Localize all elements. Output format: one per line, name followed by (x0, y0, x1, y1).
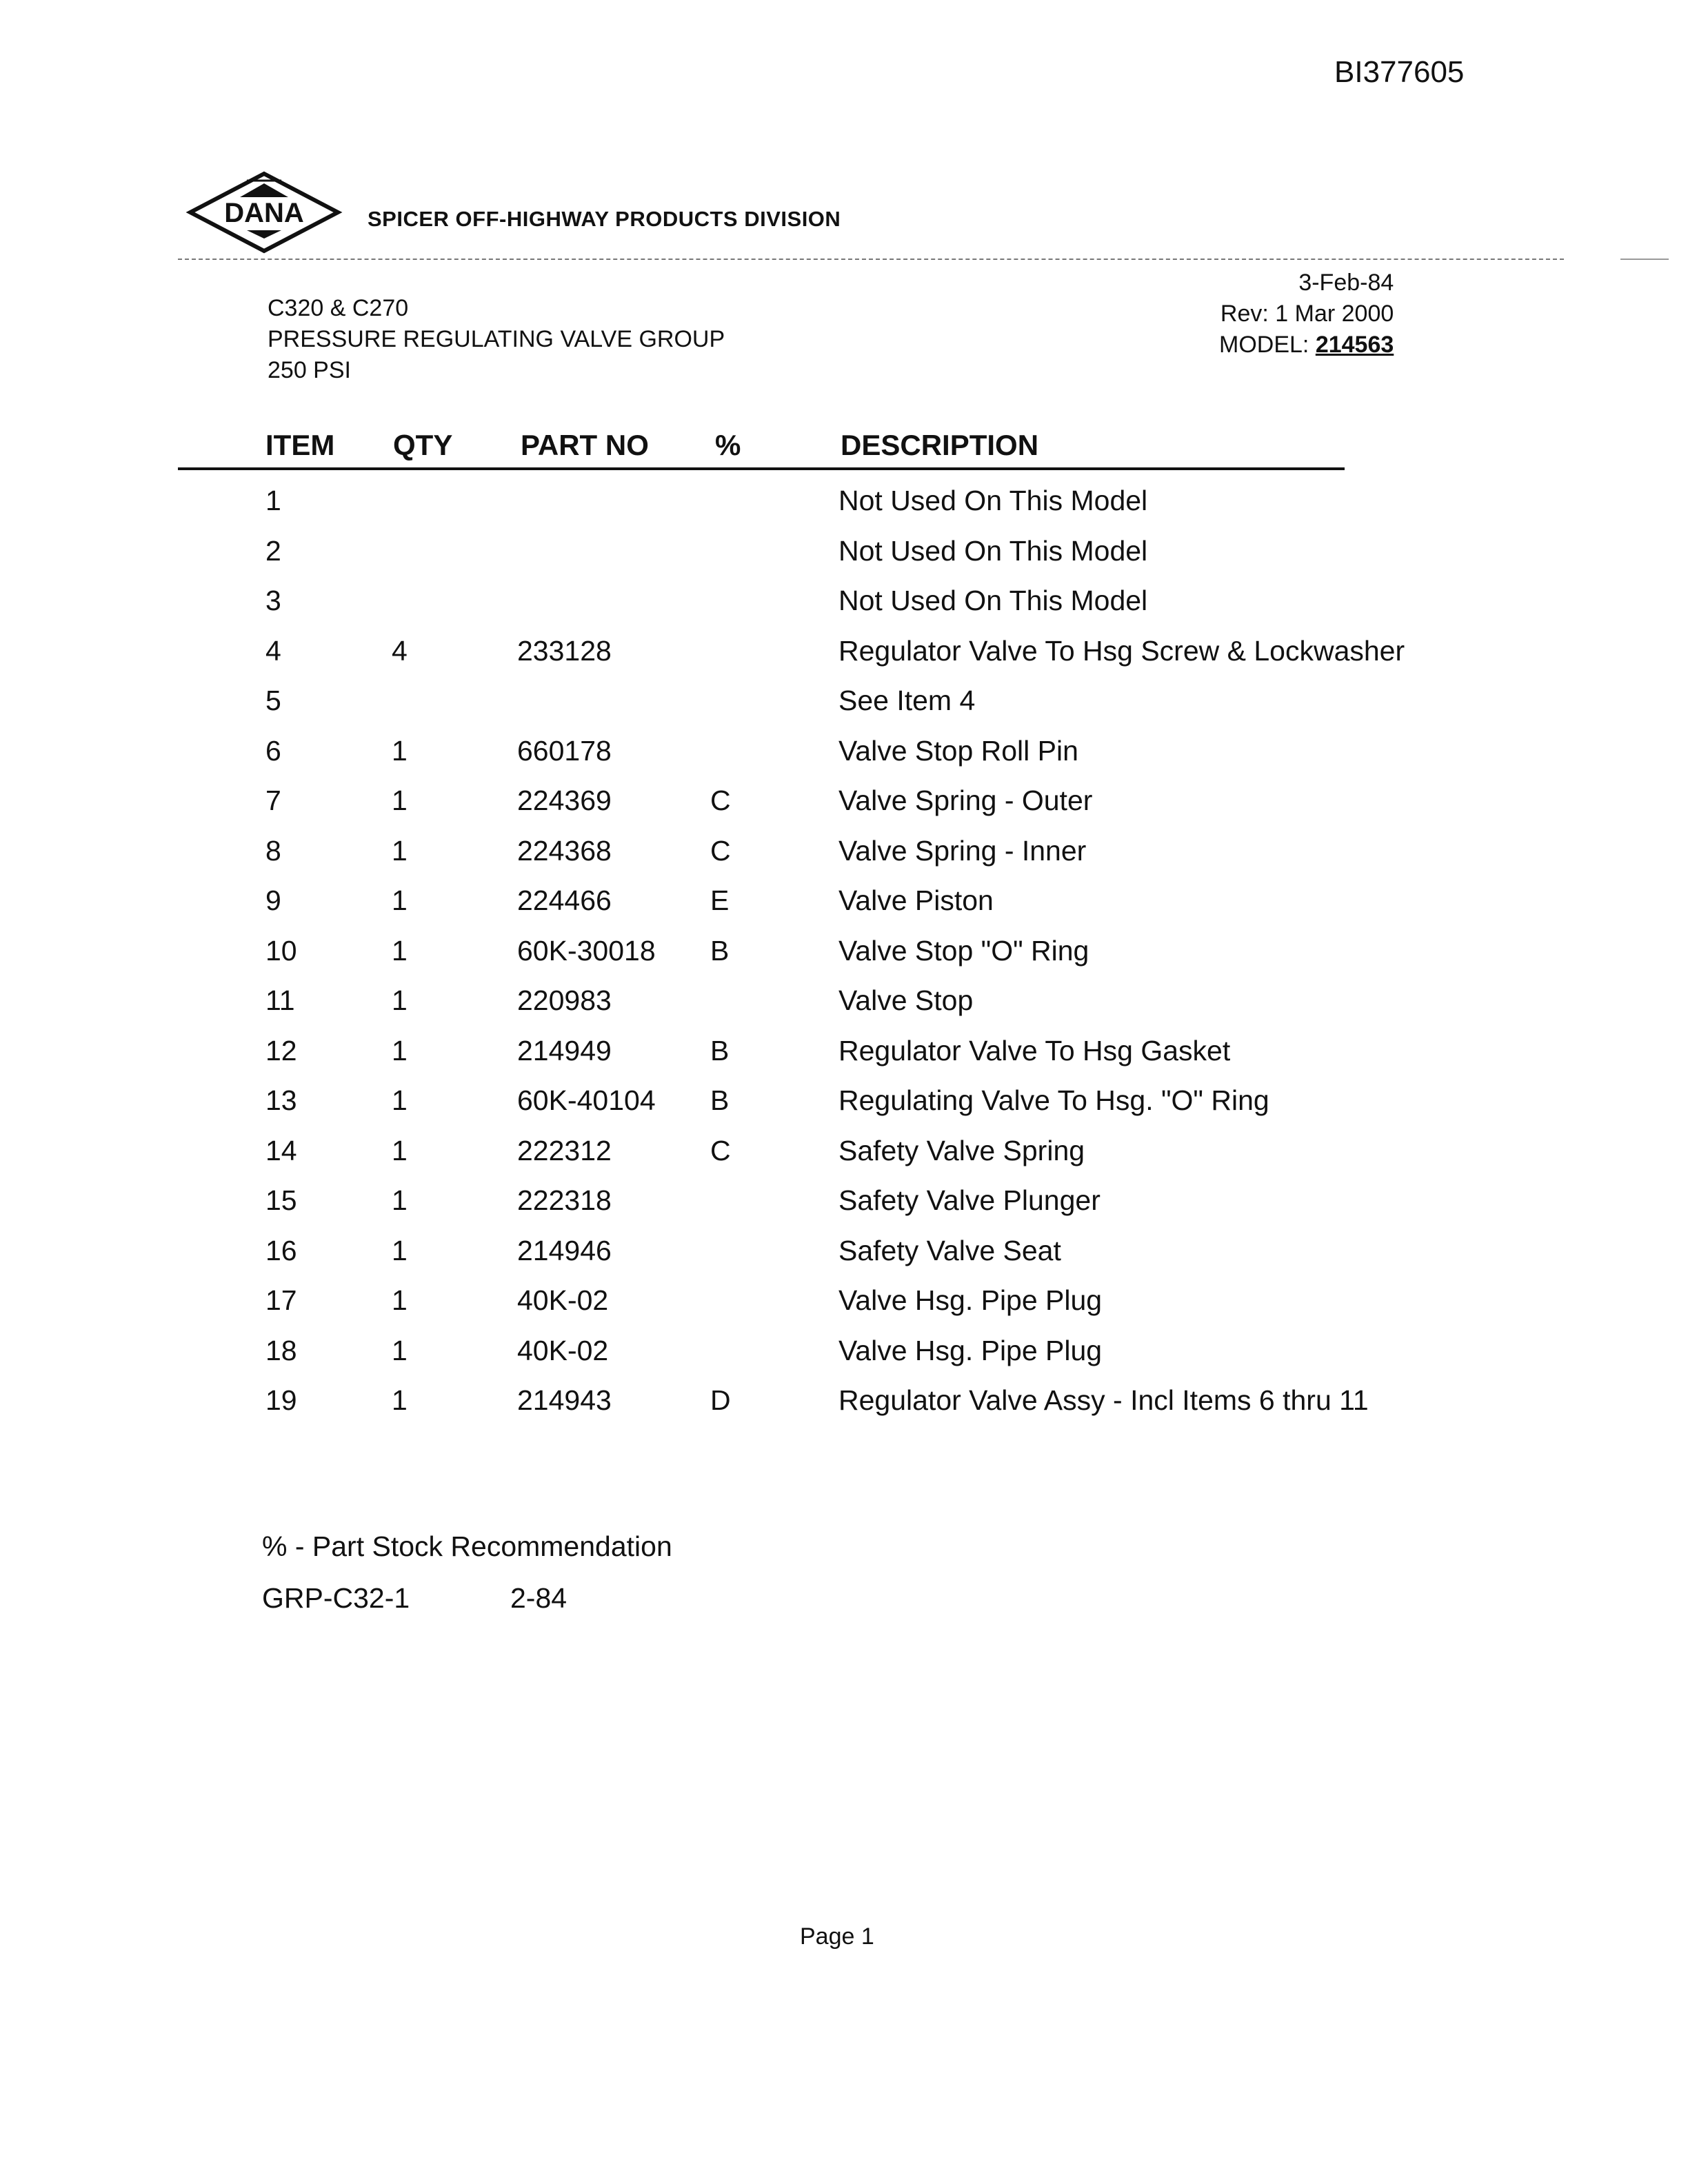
division-name: SPICER OFF-HIGHWAY PRODUCTS DIVISION (368, 207, 841, 231)
part-no-cell: 214949 (517, 1034, 612, 1066)
logo-text: DANA (224, 198, 304, 228)
qty-cell: 1 (392, 734, 408, 767)
qty-cell: 1 (392, 934, 408, 967)
group-date: 2-84 (510, 1582, 567, 1614)
table-header-rule (178, 467, 1345, 470)
group-code: GRP-C32-1 (262, 1582, 410, 1614)
percent-cell: B (710, 1034, 730, 1066)
pressure-rating: 250 PSI (268, 357, 351, 383)
table-row (0, 779, 1688, 829)
margin-mark (1620, 259, 1669, 260)
description-cell: Valve Stop (838, 984, 974, 1016)
table-row (0, 1229, 1688, 1280)
table-row (0, 629, 1688, 680)
description-cell: Safety Valve Spring (838, 1134, 1085, 1166)
description-cell: Not Used On This Model (838, 485, 1148, 516)
percent-cell: C (710, 785, 731, 816)
table-row (0, 479, 1688, 529)
description-cell: Regulating Valve To Hsg. "O" Ring (838, 1084, 1269, 1116)
description-cell: Valve Stop Roll Pin (838, 734, 1078, 767)
item-cell: 16 (265, 1234, 297, 1266)
col-header-item: ITEM (265, 429, 335, 461)
percent-cell: C (710, 834, 731, 867)
item-cell: 5 (265, 685, 281, 716)
document-id: BI377605 (1334, 55, 1465, 89)
description-cell: Regulator Valve To Hsg Screw & Lockwasher (838, 634, 1405, 667)
part-no-cell: 224369 (517, 785, 612, 816)
qty-cell: 1 (392, 1134, 408, 1166)
part-no-cell: 40K-02 (517, 1334, 609, 1366)
part-no-cell: 233128 (517, 634, 612, 667)
header-divider (178, 259, 1564, 260)
table-row (0, 929, 1688, 980)
table-row (0, 529, 1688, 580)
description-cell: See Item 4 (838, 685, 976, 716)
description-cell: Valve Hsg. Pipe Plug (838, 1284, 1103, 1316)
description-cell: Valve Hsg. Pipe Plug (838, 1334, 1103, 1366)
col-header-percent: % (715, 429, 741, 461)
description-cell: Safety Valve Plunger (838, 1184, 1101, 1216)
table-row (0, 1279, 1688, 1329)
qty-cell: 1 (392, 834, 408, 867)
page-number: Page 1 (800, 1923, 874, 1950)
col-header-part-no: PART NO (521, 429, 649, 461)
part-no-cell: 220983 (517, 984, 612, 1016)
item-cell: 9 (265, 884, 281, 916)
description-cell: Valve Piston (838, 884, 994, 916)
item-cell: 18 (265, 1334, 297, 1366)
table-row (0, 1179, 1688, 1229)
item-cell: 12 (265, 1034, 297, 1066)
description-cell: Valve Stop "O" Ring (838, 934, 1089, 967)
revision-date: Rev: 1 Mar 2000 (1220, 301, 1394, 327)
qty-cell: 1 (392, 1334, 408, 1366)
description-cell: Regulator Valve To Hsg Gasket (838, 1034, 1231, 1066)
table-row (0, 879, 1688, 929)
percent-cell: B (710, 934, 730, 967)
part-no-cell: 60K-30018 (517, 934, 656, 967)
percent-cell: D (710, 1384, 731, 1416)
qty-cell: 1 (392, 1234, 408, 1266)
stock-recommendation-note: % - Part Stock Recommendation (262, 1530, 672, 1562)
model-family: C320 & C270 (268, 295, 409, 321)
table-row (0, 1079, 1688, 1129)
part-no-cell: 40K-02 (517, 1284, 609, 1316)
qty-cell: 1 (392, 1284, 408, 1316)
part-no-cell: 660178 (517, 734, 612, 767)
qty-cell: 1 (392, 1384, 408, 1416)
qty-cell: 1 (392, 1184, 408, 1216)
part-no-cell: 214946 (517, 1234, 612, 1266)
percent-cell: C (710, 1134, 731, 1166)
description-cell: Not Used On This Model (838, 534, 1148, 567)
item-cell: 15 (265, 1184, 297, 1216)
item-cell: 10 (265, 934, 297, 967)
qty-cell: 1 (392, 984, 408, 1016)
model-line (1219, 330, 1394, 361)
col-header-qty: QTY (393, 429, 453, 461)
table-row (0, 679, 1688, 729)
qty-cell: 1 (392, 785, 408, 816)
model-label: MODEL: (1219, 332, 1309, 358)
item-cell: 8 (265, 834, 281, 867)
table-row (0, 1129, 1688, 1180)
item-cell: 4 (265, 634, 281, 667)
part-no-cell: 224466 (517, 884, 612, 916)
model-number: 214563 (1315, 332, 1394, 358)
part-no-cell: 222312 (517, 1134, 612, 1166)
header-left (268, 293, 725, 386)
item-cell: 14 (265, 1134, 297, 1166)
group-name: PRESSURE REGULATING VALVE GROUP (268, 326, 725, 352)
description-cell: Valve Spring - Inner (838, 834, 1087, 867)
item-cell: 13 (265, 1084, 297, 1116)
qty-cell: 1 (392, 1034, 408, 1066)
table-row (0, 729, 1688, 780)
description-cell: Not Used On This Model (838, 585, 1148, 616)
col-header-description: DESCRIPTION (841, 429, 1039, 461)
qty-cell: 4 (392, 634, 408, 667)
table-row (0, 829, 1688, 880)
item-cell: 2 (265, 534, 281, 567)
description-cell: Regulator Valve Assy - Incl Items 6 thru 11 (838, 1384, 1369, 1416)
item-cell: 7 (265, 785, 281, 816)
description-cell: Safety Valve Seat (838, 1234, 1061, 1266)
item-cell: 17 (265, 1284, 297, 1316)
qty-cell: 1 (392, 1084, 408, 1116)
table-row (0, 579, 1688, 629)
table-row (0, 1329, 1688, 1379)
table-row (0, 979, 1688, 1029)
part-no-cell: 214943 (517, 1384, 612, 1416)
dana-logo (178, 168, 350, 258)
percent-cell: B (710, 1084, 730, 1116)
item-cell: 1 (265, 485, 281, 516)
part-no-cell: 60K-40104 (517, 1084, 656, 1116)
part-no-cell: 224368 (517, 834, 612, 867)
description-cell: Valve Spring - Outer (838, 785, 1093, 816)
part-no-cell: 222318 (517, 1184, 612, 1216)
table-row (0, 1379, 1688, 1429)
item-cell: 11 (265, 984, 295, 1016)
item-cell: 19 (265, 1384, 297, 1416)
qty-cell: 1 (392, 884, 408, 916)
item-cell: 6 (265, 734, 281, 767)
parts-table (0, 479, 1688, 1429)
percent-cell: E (710, 884, 730, 916)
table-row (0, 1029, 1688, 1080)
header-right (1219, 267, 1394, 361)
issue-date: 3-Feb-84 (1298, 270, 1394, 296)
item-cell: 3 (265, 585, 281, 616)
